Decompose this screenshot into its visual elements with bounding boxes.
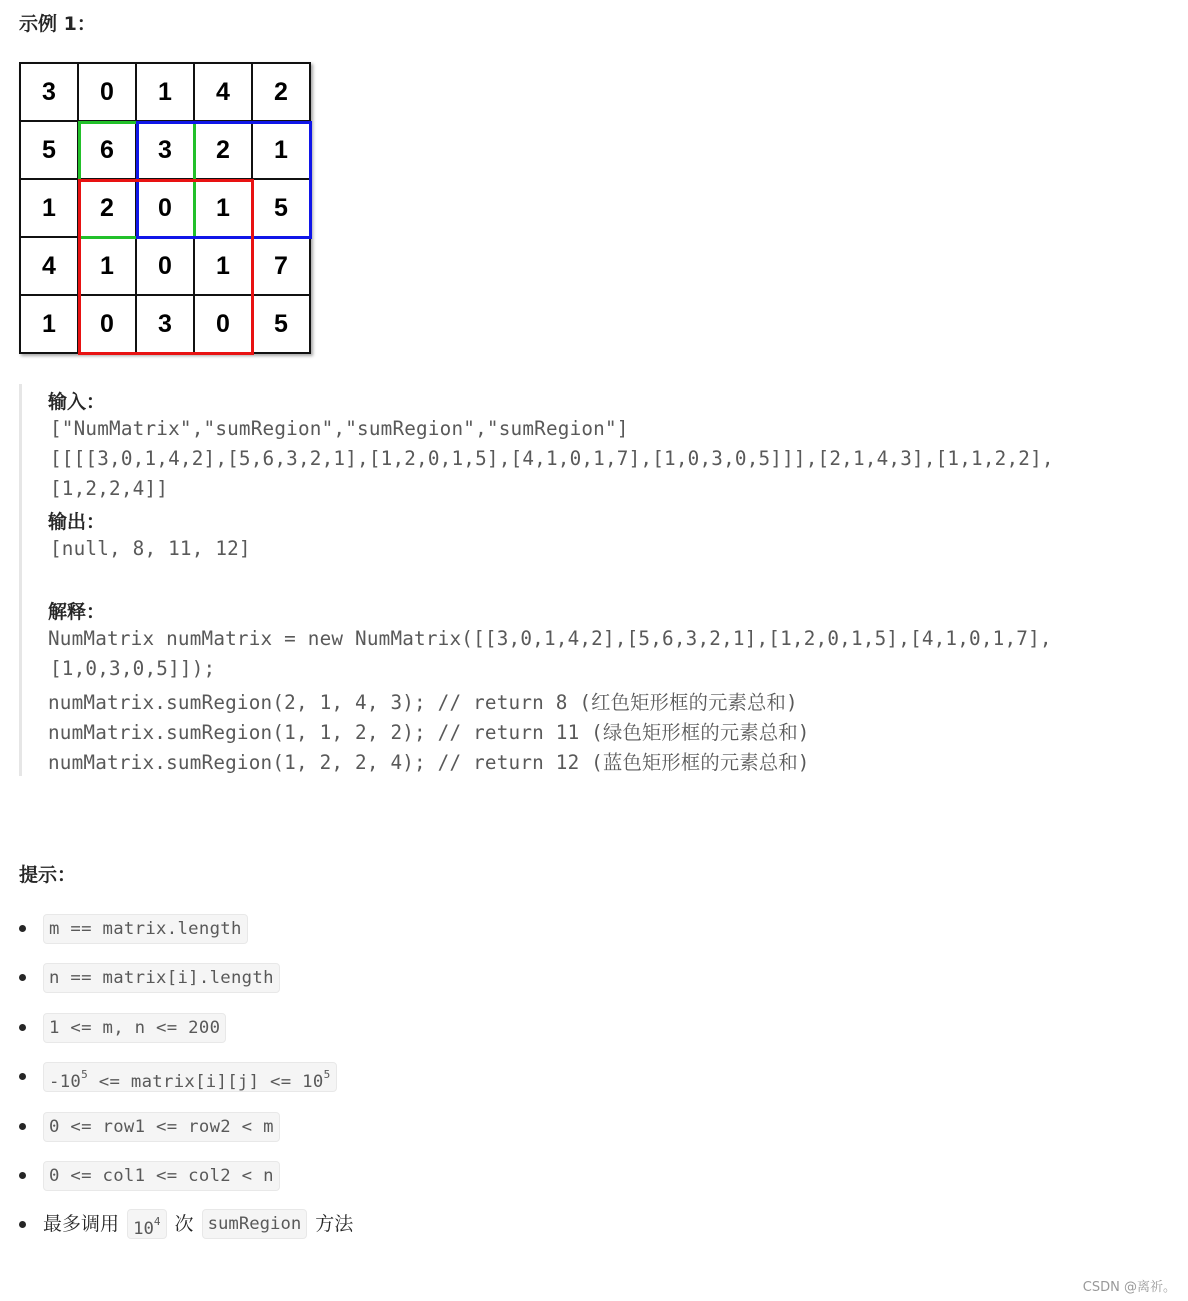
constraint-code: n == matrix[i].length xyxy=(43,963,280,993)
bullet-dot xyxy=(19,974,26,981)
matrix-cell: 5 xyxy=(253,296,311,354)
matrix-cell: 0 xyxy=(137,180,195,238)
constraint-code: 1 <= m, n <= 200 xyxy=(43,1013,226,1043)
explain-line: numMatrix.sumRegion(2, 1, 4, 3); // return 8 (红色矩形框的元素总和) xyxy=(48,691,798,714)
matrix-cell: 0 xyxy=(195,296,253,354)
matrix-cell: 3 xyxy=(21,64,79,122)
constraint-code: $-10^5$ <= matrix[i][j] <= $10^5$ xyxy=(43,1062,337,1092)
matrix-cell: 5 xyxy=(21,122,79,180)
matrix-cell: 1 xyxy=(195,238,253,296)
bullet-dot xyxy=(19,1123,26,1130)
tips-heading: 提示： xyxy=(19,864,77,886)
matrix-cell: 1 xyxy=(137,64,195,122)
constraint-code: 0 <= col1 <= col2 < n xyxy=(43,1161,280,1191)
matrix-cell: 1 xyxy=(21,296,79,354)
matrix-cell: 0 xyxy=(79,296,137,354)
matrix-cell: 4 xyxy=(195,64,253,122)
matrix-cell: 7 xyxy=(253,238,311,296)
bullet-dot xyxy=(19,1172,26,1179)
input-line: ["NumMatrix","sumRegion","sumRegion","sumRegion"] xyxy=(50,417,629,440)
matrix-cell: 6 xyxy=(79,122,137,180)
matrix-cell: 2 xyxy=(253,64,311,122)
input-line: [1,2,2,4]] xyxy=(50,477,169,500)
matrix-cell: 1 xyxy=(79,238,137,296)
bullet-dot xyxy=(19,925,26,932)
example-blockquote xyxy=(19,384,1152,776)
explain-line: NumMatrix numMatrix = new NumMatrix([[3,0,1,4,2],[5,6,3,2,1],[1,2,0,1,5],[4,1,0,1,7], xyxy=(48,627,1052,650)
explain-line: numMatrix.sumRegion(1, 2, 2, 4); // return 12 (蓝色矩形框的元素总和) xyxy=(48,751,810,774)
example-heading: 示例 1： xyxy=(19,13,96,35)
bullet-dot xyxy=(19,1024,26,1031)
matrix-cell: 5 xyxy=(253,180,311,238)
input-line: [[[[3,0,1,4,2],[5,6,3,2,1],[1,2,0,1,5],[4,1,0,1,7],[1,0,3,0,5]]],[2,1,4,3],[1,1,2,2], xyxy=(50,447,1054,470)
matrix-cell: 3 xyxy=(137,296,195,354)
explain-label: 解释： xyxy=(48,601,106,623)
bullet-dot xyxy=(19,1073,26,1080)
matrix-cell: 2 xyxy=(195,122,253,180)
matrix-cell: 3 xyxy=(137,122,195,180)
matrix-cell: 0 xyxy=(79,64,137,122)
matrix-cell: 1 xyxy=(253,122,311,180)
constraint-code: m == matrix.length xyxy=(43,914,248,944)
watermark: CSDN @离祈。 xyxy=(1082,1280,1176,1295)
matrix-cell: 0 xyxy=(137,238,195,296)
constraint-code: 0 <= row1 <= row2 < m xyxy=(43,1112,280,1142)
input-label: 输入： xyxy=(48,391,106,413)
matrix-grid xyxy=(19,62,311,354)
call-limit-line: 最多调用 $10^4$ 次 sumRegion 方法 xyxy=(43,1209,353,1239)
matrix-cell: 1 xyxy=(195,180,253,238)
explain-line: [1,0,3,0,5]]); xyxy=(50,657,216,680)
matrix-cell: 2 xyxy=(79,180,137,238)
explain-line: numMatrix.sumRegion(1, 1, 2, 2); // return 11 (绿色矩形框的元素总和) xyxy=(48,721,810,744)
matrix-figure xyxy=(19,62,311,354)
output-label: 输出： xyxy=(48,511,106,533)
call-limit-code: $10^4$ xyxy=(127,1209,166,1239)
bullet-dot xyxy=(19,1221,26,1228)
method-name-code: sumRegion xyxy=(202,1209,308,1239)
matrix-cell: 4 xyxy=(21,238,79,296)
matrix-cell: 1 xyxy=(21,180,79,238)
output-value: [null, 8, 11, 12] xyxy=(50,537,251,560)
